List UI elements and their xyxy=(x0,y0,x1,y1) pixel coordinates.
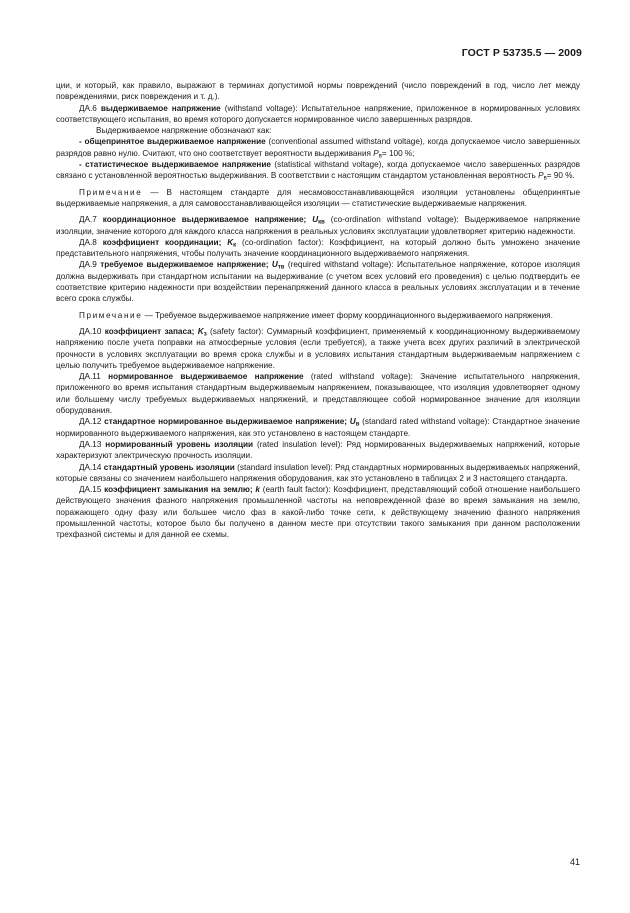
definition-da15: ДА.15 коэффициент замыкания на землю; k (earth fault factor): Коэффициент, представляющий собой отношение наибольшего действующего значения фазного напряжения промышленной частоты на неповрежденной фазе во время замыкания на землю, поражающего одну фазу или большее число фаз в какой-либо точке сети, к действующему значению фазного напряжения промышленной частоты, которое было бы получено в данном месте при отсутствии такого замыкания при данном расположении трехфазной системы и для данной ее схемы. xyxy=(56,485,581,540)
note-label: Примечание xyxy=(79,310,143,320)
note-label: Примечание xyxy=(79,187,143,197)
denote-paragraph: Выдерживаемое напряжение обозначают как: xyxy=(96,126,272,136)
page-number: 41 xyxy=(569,857,580,867)
term: выдерживаемое напряжение xyxy=(100,103,221,113)
term: нормированное выдерживаемое напряжение xyxy=(108,372,304,382)
term: стандартное нормированное выдерживаемое напряжение; xyxy=(104,417,350,427)
definition-da13: ДА.13 нормированный уровень изоляции (rated insulation level): Ряд нормированных выдерживаемых напряжений, которые характеризуют электрическую прочность изоляции. xyxy=(56,439,580,461)
list-item-statistical: - статистическое выдерживаемое напряжение (statistical withstand voltage), когда допускаемое число завершенных разрядов связано с установленной вероятностью выдерживания. В соответствии с настоящим стандартом установленная вероятность $P_в= 90$ %. xyxy=(56,160,580,182)
term: нормированный уровень изоляции xyxy=(105,439,254,449)
definition-da7: ДА.7 координационное выдерживаемое напряжение; $U_{кв}$ (co-ordination withstand voltage): Выдерживаемое напряжение изоляции, значение которого для каждого класса напряжения в реальных условиях эксплуатации удовлетворяет критерию надежности. xyxy=(56,215,581,236)
term: коэффициент координации; xyxy=(102,237,228,247)
term: координационное выдерживаемое напряжение; xyxy=(102,215,313,225)
term: коэффициент замыкания на землю; xyxy=(104,485,256,495)
term: - статистическое выдерживаемое напряжение xyxy=(79,160,271,170)
term: требуемое выдерживаемое напряжение; xyxy=(100,260,272,270)
term: - общепринятое выдерживаемое напряжение xyxy=(79,137,266,147)
definition-da11: ДА.11 нормированное выдерживаемое напряжение (rated withstand voltage): Значение испытательного напряжения, приложенного во время испытания стандартным выдерживаемым напряжением, показывающее, что изоляция удовлетворяет одному или большему числу требуемых выдерживаемых напряжений, и представляющее собой нормированное значение для изоляции оборудования. xyxy=(56,372,580,416)
definition-da12: ДА.12 стандартное нормированное выдерживаемое напряжение; $U_в$ (standard rated withstand voltage): Стандартное значение нормированного выдерживаемого напряжения, как это установлено в настоящем стандарте. xyxy=(56,417,580,438)
list-item-conventional: - общепринятое выдерживаемое напряжение (conventional assumed withstand voltage), когда допускаемое число завершенных разрядов равно нулю. Считают, что оно соответствует вероятности выдерживания $P_в= 100$ %; xyxy=(56,137,580,160)
paragraph-continuation: ции, и который, как правило, выражают в терминах допустимой нормы повреждений (число повреждений в год, число лет между повреждениями, риск повреждения и т. д.). xyxy=(56,81,580,102)
definition-da9: ДА.9 требуемое выдерживаемое напряжение; $U_{тв}$ (required withstand voltage): Испытательное напряжение, которое изоляция должна выдерживать при стандартном испытании на выдерживание (с учетом всех условий его проведения) с целью подтвердить ее соответствие критерию надежности при воздействии перенапряжений данного класса в реальных условиях эксплуатации и в течение всего срока службы. xyxy=(56,260,580,304)
document-body xyxy=(56,80,580,541)
definition-da10: ДА.10 коэффициент запаса; $K_з$ (safety factor): Суммарный коэффициент, применяемый к координационному выдерживаемому напряжению после учета поправки на атмосферные условия (если требуется), а также учета всех других различий в электрической прочности в условиях эксплуатации во время срока службы и в условиях испытания стандартным выдерживаемым напряжением с целью получить требуемое выдерживаемое напряжение. xyxy=(56,326,580,370)
definition-da6: ДА.6 выдерживаемое напряжение (withstand voltage): Испытательное напряжение, приложенное в нормированных условиях соответствующего испытания, во время которого допускается нормированное число завершенных разрядов. xyxy=(56,103,581,124)
term: коэффициент запаса; xyxy=(104,326,198,336)
term: стандартный уровень изоляции xyxy=(103,462,235,472)
definition-da14: ДА.14 стандартный уровень изоляции (standard insulation level): Ряд стандартных нормированных выдерживаемых напряжений, которые связаны со значением наибольшего напряжения оборудования, как это установлено в таблицах 2 и 3 настоящего стандарта. xyxy=(56,462,580,483)
definition-da8: ДА.8 коэффициент координации; $K_к$ (co-ordination factor): Коэффициент, на который должно быть умножено значение представительного напряжения, чтобы получить значение координационного выдерживаемого напряжения. xyxy=(56,237,580,259)
note-2: Примечание — Требуемое выдерживаемое напряжение имеет форму координационного выдерживаемого напряжения. xyxy=(79,310,553,320)
document-header: ГОСТ Р 53735.5 — 2009 xyxy=(461,47,582,59)
note-1: Примечание — В настоящем стандарте для несамовосстанавливающейся изоляции установлены общепринятые выдерживаемые напряжения, а для самовосстанавливающейся изоляции — статистические выдерживаемые напряжения. xyxy=(56,187,580,208)
